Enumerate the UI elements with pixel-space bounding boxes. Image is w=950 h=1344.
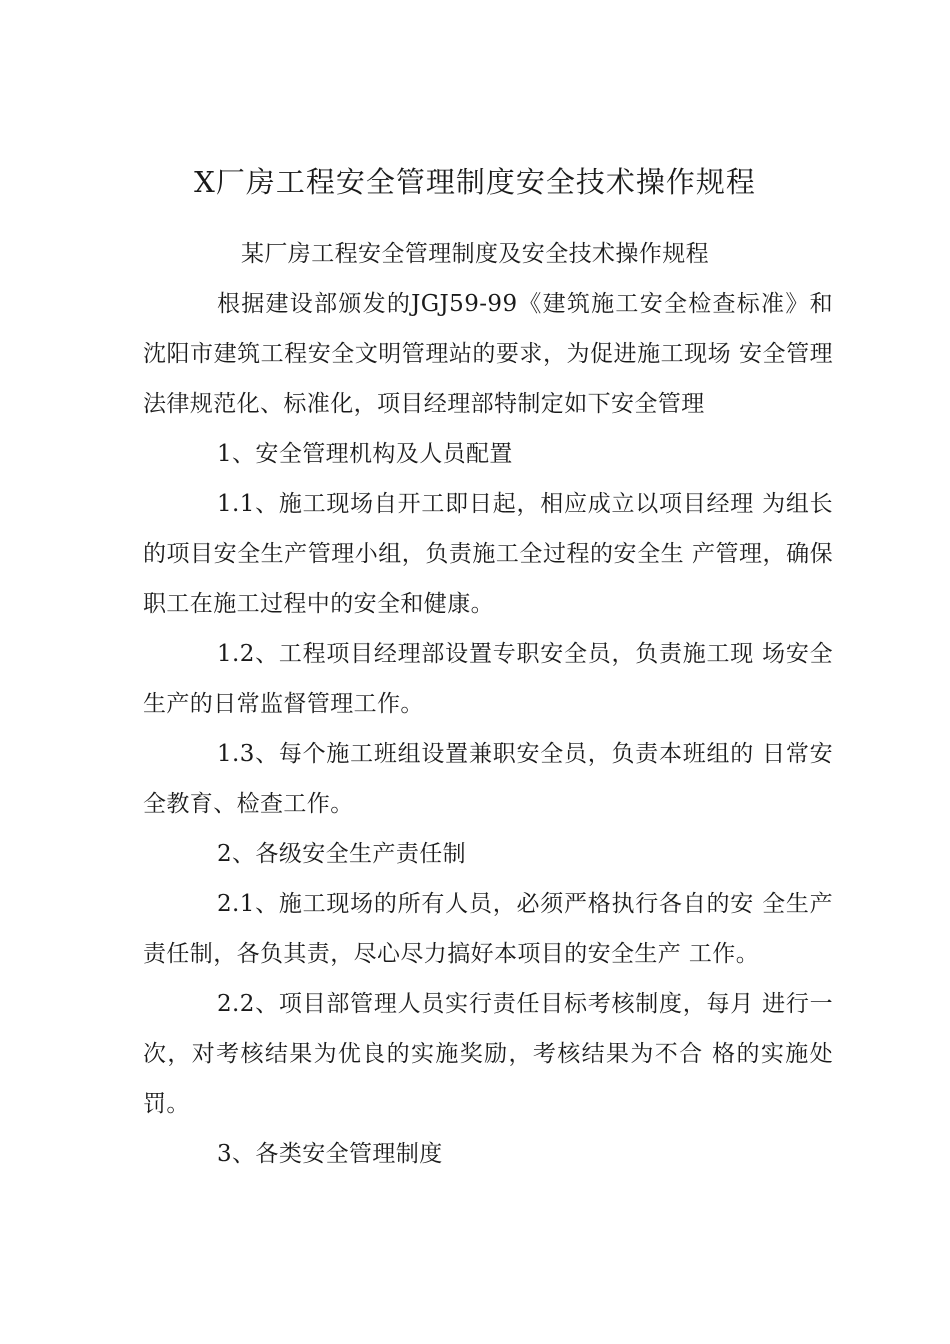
paragraph-1-3: 1.3、每个施工班组设置兼职安全员，负责本班组的 日常安全教育、检查工作。: [143, 741, 833, 817]
document-title: X厂房工程安全管理制度安全技术操作规程: [194, 165, 756, 199]
paragraph-1-1: 1.1、施工现场自开工即日起，相应成立以项目经理 为组长的项目安全生产管理小组，负责施工全过程的安全生 产管理，确保职工在施工过程中的安全和健康。: [143, 491, 833, 617]
paragraph-2-1: 2.1、施工现场的所有人员，必须严格执行各自的安 全生产责任制，各负其责，尽心尽力搞好本项目的安全生产 工作。: [143, 891, 833, 967]
section-heading-3: 3、各类安全管理制度: [217, 1141, 443, 1167]
paragraph-1-2: 1.2、工程项目经理部设置专职安全员，负责施工现 场安全生产的日常监督管理工作。: [143, 641, 833, 717]
paragraph-2-2: 2.2、项目部管理人员实行责任目标考核制度，每月 进行一次，对考核结果为优良的实施奖励，考核结果为不合 格的实施处罚。: [143, 991, 833, 1117]
document-body: [143, 229, 833, 1179]
section-heading-2: 2、各级安全生产责任制: [217, 841, 467, 867]
paragraph-subtitle: 某厂房工程安全管理制度及安全技术操作规程: [241, 241, 709, 267]
section-heading-1: 1、安全管理机构及人员配置: [217, 441, 513, 467]
paragraph-intro: 根据建设部颁发的JGJ59-99《建筑施工安全检查标准》和沈阳市建筑工程安全文明管理站的要求，为促进施工现场 安全管理法律规范化、标准化，项目经理部特制定如下安全管理: [143, 291, 833, 417]
